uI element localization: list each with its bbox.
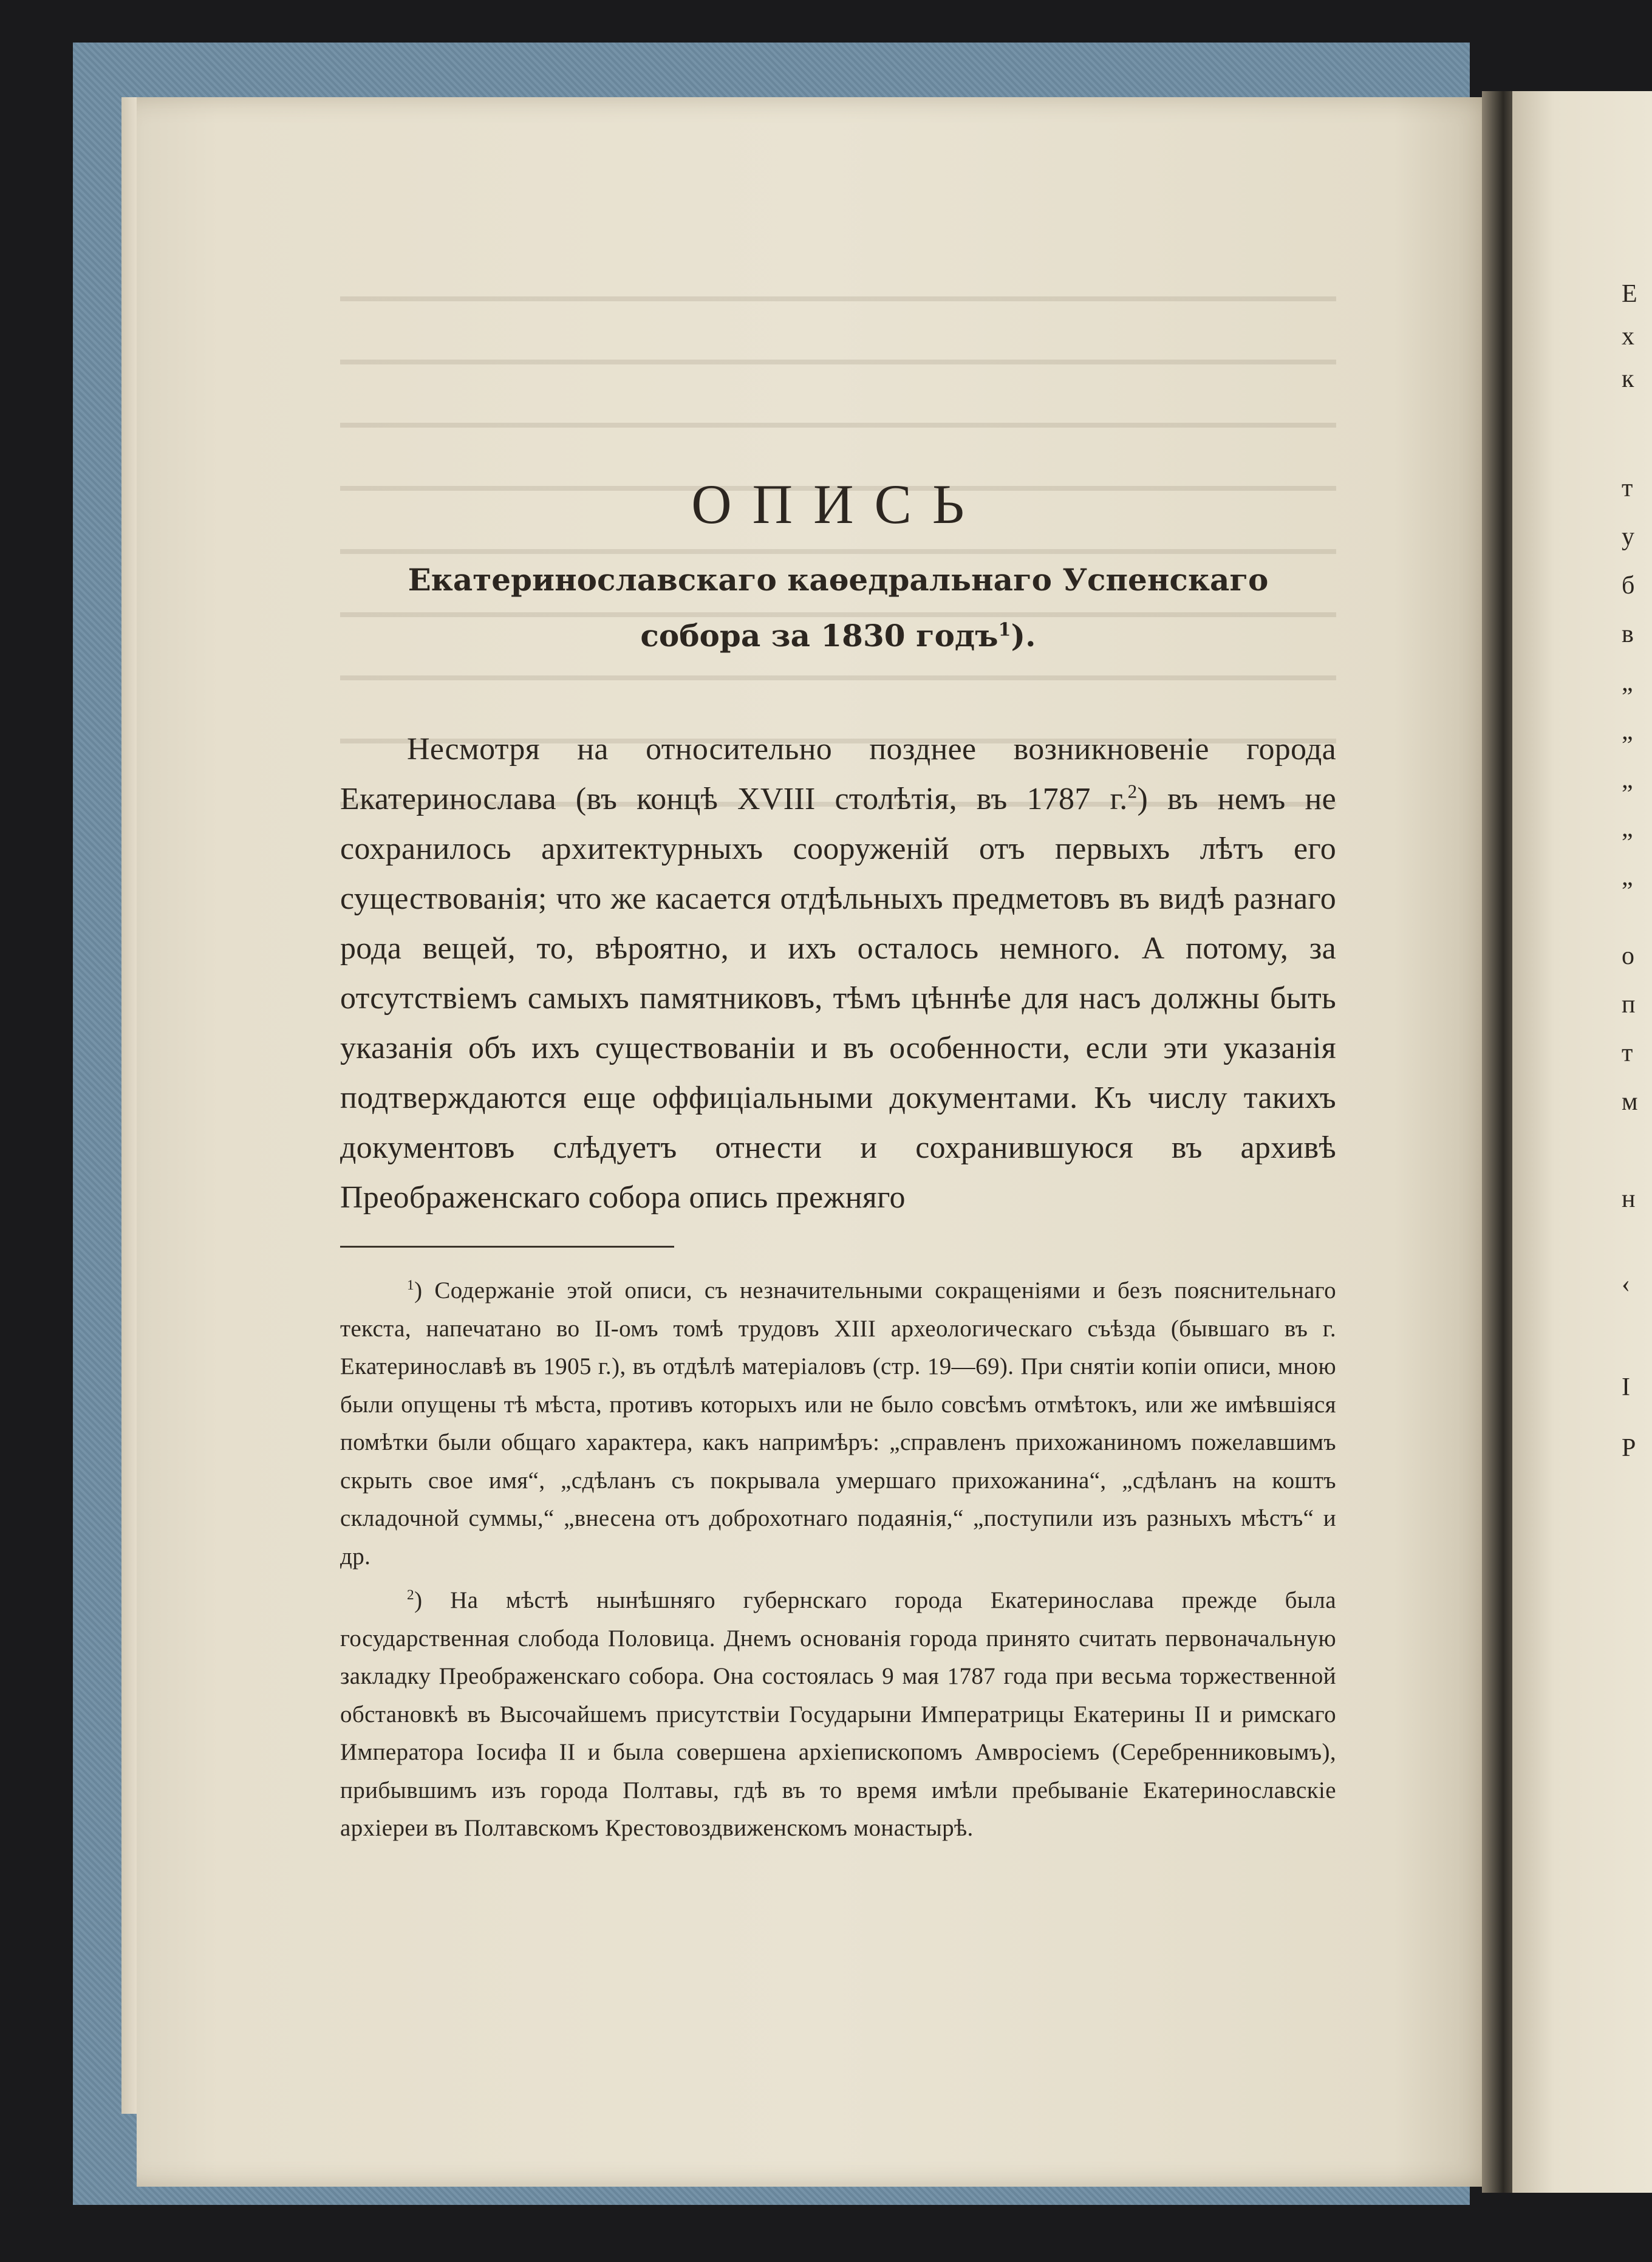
right-fragment: п <box>1622 991 1636 1019</box>
footnote-text: ) Содержаніе этой описи, съ незначительными сокращеніями и безъ пояснительнаго текста, напечатано во II-омъ томѣ трудовъ XIII археологическаго съѣзда (бывшаго въ г. Екатеринославѣ въ 1905 г.), въ отдѣлѣ матеріаловъ (стр. 19—69). При снятіи копіи описи, мною были опущены тѣ мѣста, противъ которыхъ или не было совсѣмъ отмѣтокъ, или же имѣвшіяся помѣтки были общаго характера, какъ напримѣръ: „справленъ прихожаниномъ пожелавшимъ скрыть свое имя“, „сдѣланъ съ покрывала умершаго прихожанина“, „сдѣланъ на коштъ складочной суммы,“ „внесена отъ доброхотнаго подаянія,“ „поступили изъ разныхъ мѣстъ“ и др. <box>340 1277 1336 1570</box>
right-fragment: І <box>1622 1373 1630 1401</box>
subtitle-line-1: Екатеринославскаго каѳедральнаго Успенскаго <box>408 562 1269 598</box>
right-fragment: Р <box>1622 1434 1636 1462</box>
right-fragment: „ <box>1622 815 1633 842</box>
footnote-mark: 1 <box>407 1277 415 1294</box>
subtitle-close: ). <box>1011 618 1036 654</box>
right-fragment: „ <box>1622 863 1633 891</box>
body-text-part-2: ) въ немъ не сохранилось архитектурныхъ сооруженій отъ первыхъ лѣтъ его существованія; что же касается отдѣльныхъ предметовъ въ видѣ разнаго рода вещей, то, вѣроятно, и ихъ осталось немного. А потому, за отсутствіемъ самыхъ памятниковъ, тѣмъ цѣннѣе для насъ должны быть указанія объ ихъ существованіи и въ особенности, если эти указанія подтверждаются еще оффиціальными документами. Къ числу такихъ документовъ слѣдуетъ отнести и сохранившуюся въ архивѣ Преображенскаго собора опись прежняго <box>340 782 1336 1215</box>
footnote-divider <box>340 1246 674 1248</box>
right-fragment: в <box>1622 620 1634 648</box>
footnote-text: ) На мѣстѣ нынѣшняго губернскаго города Екатеринослава прежде была государственная слобода Половица. Днемъ основанія города принято считать первоначальную закладку Преображенскаго собора. Она состоялась 9 мая 1787 года при весьма торжественной обстановкѣ въ Высочайшемъ присутствіи Государыни Императрицы Екатерины II и римскаго Императора Іосифа II и была совершена архіепископомъ Амвросіемъ (Серебренниковымъ), прибывшимъ изъ города Полтавы, гдѣ въ то время имѣли пребываніе Екатеринославскіе архіереи въ Полтавскомъ Крестовоздвиженскомъ монастырѣ. <box>340 1587 1336 1842</box>
right-fragment: у <box>1622 523 1634 551</box>
right-fragment: „ <box>1622 669 1633 697</box>
right-fragment: х <box>1622 323 1634 350</box>
subtitle-line-2: собора за 1830 годъ <box>640 618 998 654</box>
body-text-part-1: Несмотря на относительно позднее возникновеніе города Екатеринослава (въ концѣ XVIII столѣтія, въ 1787 г. <box>340 732 1336 817</box>
page-subtitle <box>340 552 1336 664</box>
right-fragment: „ <box>1622 766 1633 794</box>
right-fragment: н <box>1622 1185 1636 1213</box>
right-fragment: м <box>1622 1088 1638 1116</box>
right-page <box>1512 91 1652 2193</box>
body-paragraph <box>340 725 1336 1223</box>
right-fragment: т <box>1622 1039 1633 1067</box>
right-fragment: ‹ <box>1622 1270 1630 1298</box>
right-fragment: „ <box>1622 717 1633 745</box>
footnote-1 <box>340 1272 1336 1576</box>
footnote-mark: 2 <box>407 1587 415 1604</box>
right-fragment: Е <box>1622 280 1637 308</box>
right-fragment: к <box>1622 365 1634 393</box>
footnote-ref-2: 2 <box>1127 781 1138 802</box>
right-fragment: б <box>1622 572 1635 600</box>
page-text <box>340 474 1336 1848</box>
right-fragment: т <box>1622 474 1633 502</box>
right-fragment: о <box>1622 942 1634 970</box>
footnote-ref-1: 1 <box>998 619 1011 641</box>
footnote-2 <box>340 1582 1336 1848</box>
page-title: ОПИСЬ <box>691 473 985 535</box>
